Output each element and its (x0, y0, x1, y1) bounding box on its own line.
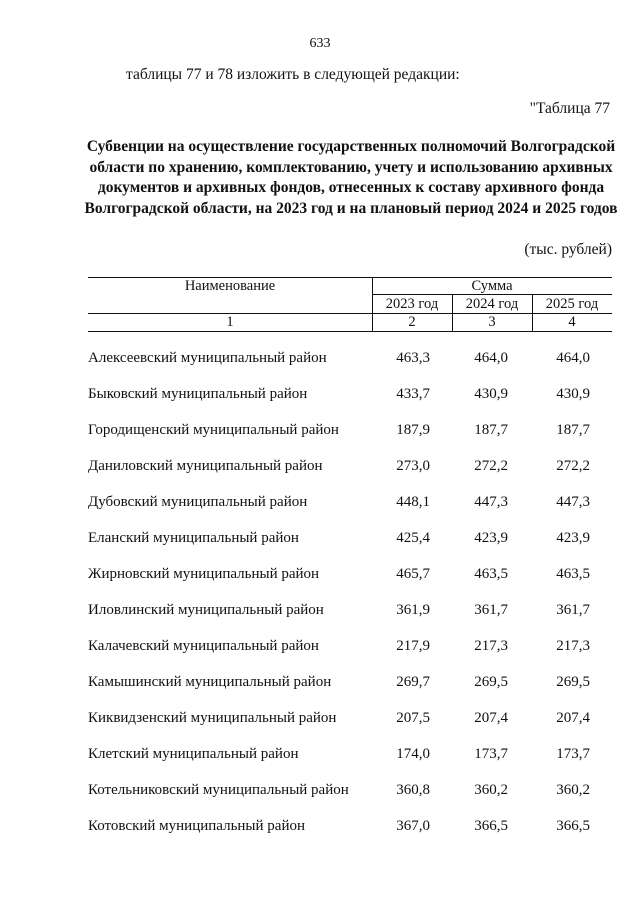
row-value-2024: 217,3 (474, 638, 508, 654)
table-row (0, 458, 640, 482)
row-value-2024: 173,7 (474, 746, 508, 762)
row-name: Калачевский муниципальный район (88, 638, 319, 654)
table-title: Субвенции на осуществление государственных полномочий Волгоградской области по хранению, комплектованию, учету и использованию архивных документов и архивных фондов, отнесенных к составу архивного фонда Волгоградской области, на 2023 год и на плановый период 2024 и 2025 годов (84, 138, 618, 217)
header-year-2023: 2023 год (385, 296, 439, 312)
row-value-2023: 433,7 (396, 386, 430, 402)
row-value-2025: 173,7 (556, 746, 590, 762)
row-value-2025: 423,9 (556, 530, 590, 546)
row-name: Иловлинский муниципальный район (88, 602, 324, 618)
row-value-2023: 217,9 (396, 638, 430, 654)
col-number-1: 1 (226, 314, 234, 330)
table-reference: "Таблица 77 (529, 100, 610, 117)
row-value-2025: 360,2 (556, 782, 590, 798)
row-value-2023: 187,9 (396, 422, 430, 438)
row-name: Котовский муниципальный район (88, 818, 306, 834)
row-value-2023: 360,8 (396, 782, 430, 798)
row-name: Алексеевский муниципальный район (88, 350, 327, 366)
row-value-2024: 447,3 (474, 494, 508, 510)
table-row (0, 818, 640, 842)
table-row (0, 602, 640, 626)
table-row (0, 566, 640, 590)
row-name: Быковский муниципальный район (88, 386, 308, 402)
row-value-2023: 273,0 (396, 458, 430, 474)
row-name: Еланский муниципальный район (88, 530, 299, 546)
table-row (0, 710, 640, 734)
row-value-2023: 174,0 (396, 746, 430, 762)
table-row (0, 422, 640, 446)
row-value-2025: 187,7 (556, 422, 590, 438)
table-row (0, 674, 640, 698)
row-value-2025: 217,3 (556, 638, 590, 654)
row-value-2025: 366,5 (556, 818, 590, 834)
page-number: 633 (309, 36, 331, 51)
table-row (0, 350, 640, 374)
row-value-2025: 361,7 (556, 602, 590, 618)
row-value-2025: 447,3 (556, 494, 590, 510)
row-value-2024: 366,5 (474, 818, 508, 834)
header-bottom-line (88, 331, 612, 332)
row-value-2023: 465,7 (396, 566, 430, 582)
header-year-2025: 2025 год (545, 296, 599, 312)
header-year-2024: 2024 год (465, 296, 519, 312)
row-name: Котельниковский муниципальный район (88, 782, 349, 798)
row-value-2024: 269,5 (474, 674, 508, 690)
row-value-2024: 463,5 (474, 566, 508, 582)
row-value-2023: 367,0 (396, 818, 430, 834)
table-row (0, 746, 640, 770)
col-number-2: 2 (408, 314, 416, 330)
row-value-2024: 361,7 (474, 602, 508, 618)
table-row (0, 638, 640, 662)
row-value-2025: 430,9 (556, 386, 590, 402)
header-sum: Сумма (471, 278, 513, 294)
header-name: Наименование (184, 278, 276, 294)
row-name: Клетский муниципальный район (88, 746, 299, 762)
row-value-2023: 207,5 (396, 710, 430, 726)
row-value-2025: 269,5 (556, 674, 590, 690)
row-value-2025: 463,5 (556, 566, 590, 582)
row-name: Городищенский муниципальный район (88, 422, 339, 438)
row-value-2024: 464,0 (474, 350, 508, 366)
row-value-2024: 360,2 (474, 782, 508, 798)
row-value-2025: 464,0 (556, 350, 590, 366)
row-name: Жирновский муниципальный район (88, 566, 320, 582)
table-row (0, 782, 640, 806)
col-number-3: 3 (488, 314, 496, 330)
row-name: Дубовский муниципальный район (88, 494, 308, 510)
row-value-2023: 448,1 (396, 494, 430, 510)
row-value-2024: 423,9 (474, 530, 508, 546)
intro-text: таблицы 77 и 78 изложить в следующей редакции: (126, 66, 460, 83)
table-row (0, 530, 640, 554)
row-value-2024: 187,7 (474, 422, 508, 438)
row-value-2024: 207,4 (474, 710, 508, 726)
col-number-4: 4 (568, 314, 576, 330)
units-note: (тыс. рублей) (524, 241, 612, 258)
row-value-2023: 269,7 (396, 674, 430, 690)
row-value-2025: 272,2 (556, 458, 590, 474)
row-name: Камышинский муниципальный район (88, 674, 332, 690)
row-name: Киквидзенский муниципальный район (88, 710, 337, 726)
row-value-2023: 425,4 (396, 530, 430, 546)
row-value-2024: 430,9 (474, 386, 508, 402)
row-value-2023: 361,9 (396, 602, 430, 618)
row-value-2023: 463,3 (396, 350, 430, 366)
row-name: Даниловский муниципальный район (88, 458, 323, 474)
table-row (0, 386, 640, 410)
row-value-2024: 272,2 (474, 458, 508, 474)
row-value-2025: 207,4 (556, 710, 590, 726)
table-row (0, 494, 640, 518)
